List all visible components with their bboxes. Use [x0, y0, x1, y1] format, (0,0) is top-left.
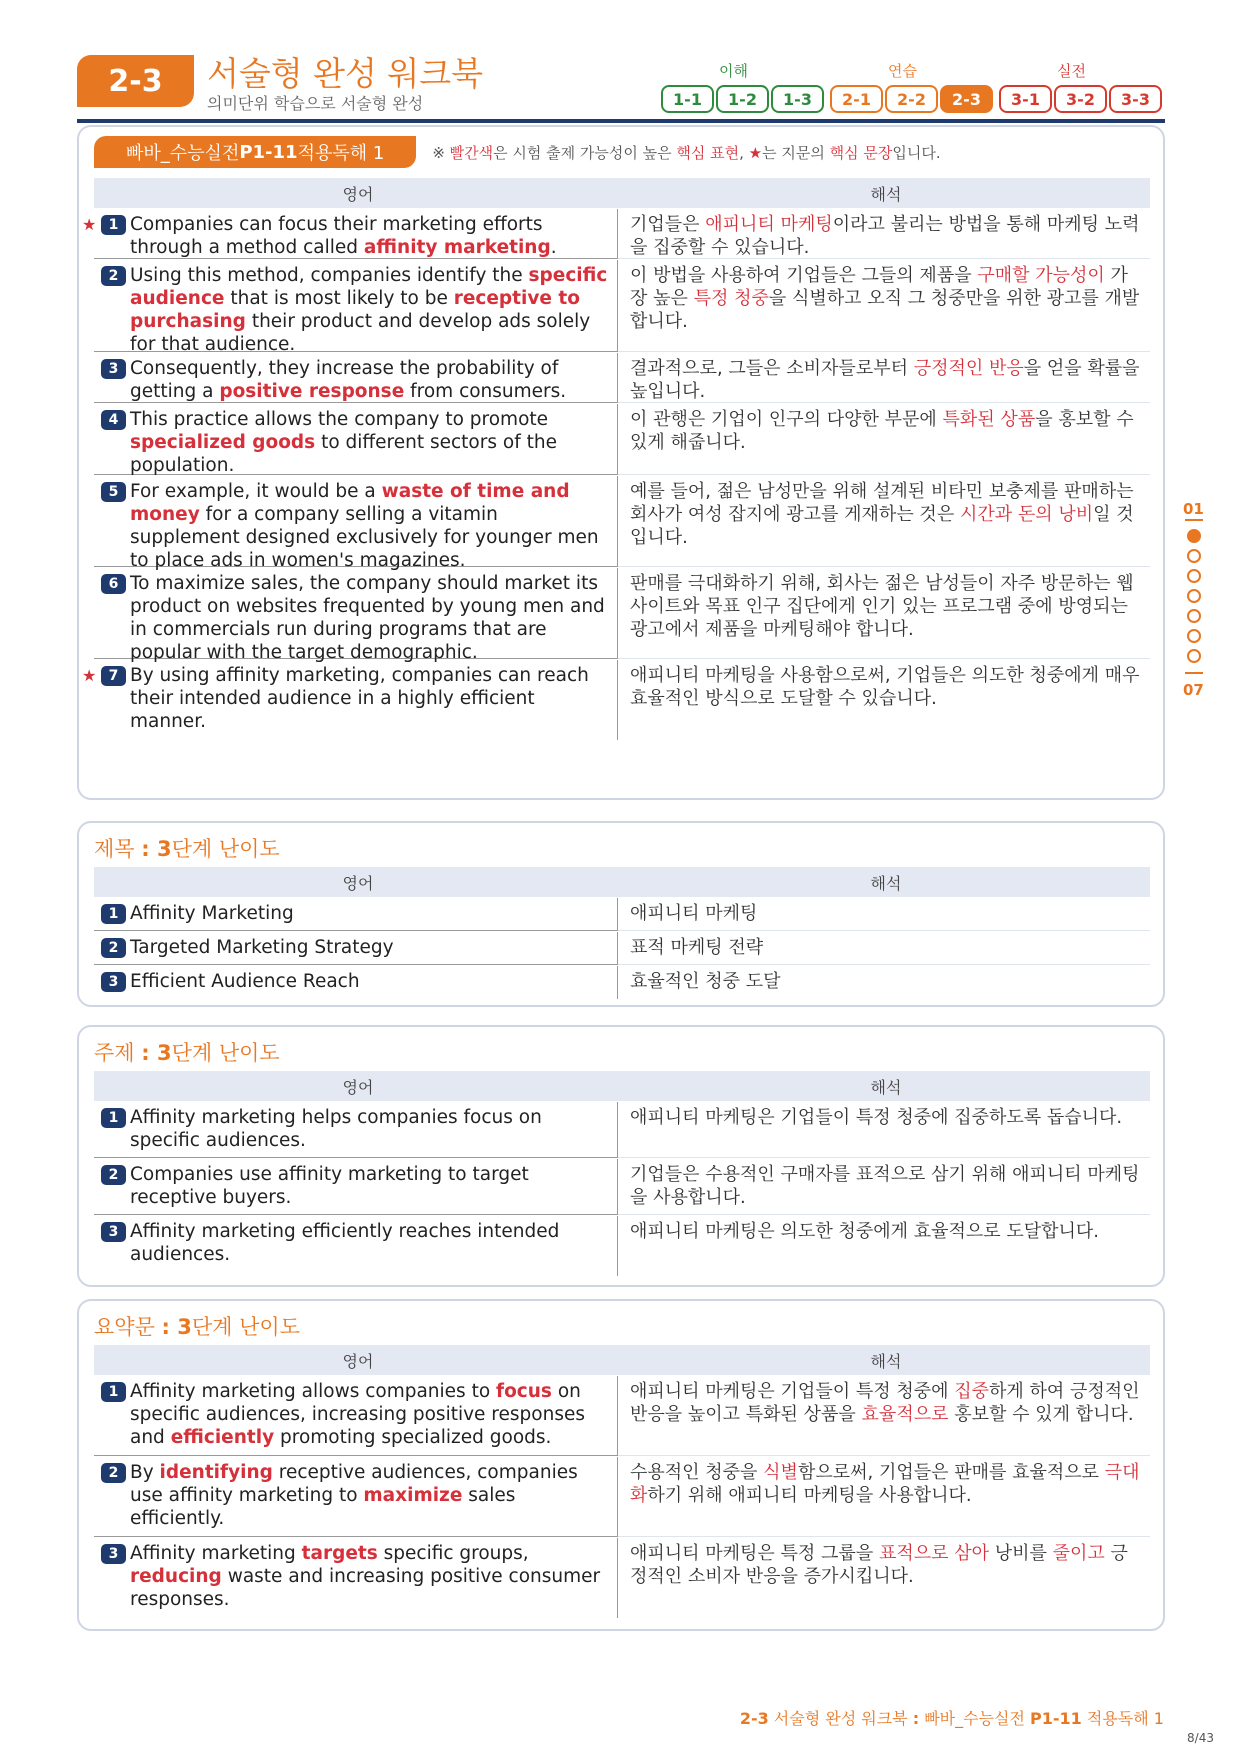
sentence-text: on specific audiences, increasing positive responses and: [130, 1381, 585, 1448]
english-sentence: [94, 1376, 618, 1456]
key-expression-ko: 특정 청중: [693, 288, 769, 309]
sentence-text: Using this method, companies identify the: [130, 265, 529, 286]
korean-translation: [618, 1538, 1150, 1618]
translation-text: 을 홍보할 수 있게 해줍니다.: [630, 409, 1134, 453]
theme-section-heading: [94, 1037, 280, 1067]
key-expression-ko: 애피니티 마케팅: [705, 214, 833, 235]
footer-text: 서술형 완성 워크북: [768, 1709, 913, 1728]
title-row: [94, 932, 1150, 965]
key-expression: identifying: [159, 1462, 273, 1483]
col-translation: 해석: [870, 1351, 902, 1371]
sentence-row: [94, 568, 1150, 663]
sentence-text: promoting specialized goods.: [274, 1427, 552, 1448]
sentence-number: 2: [101, 1165, 126, 1185]
translation-text: 을 얻을 확률을 높입니다.: [630, 358, 1140, 402]
key-sentence-star-icon: ★: [82, 215, 97, 234]
progress-end-label: 07: [1183, 681, 1204, 699]
step-group-practice: [830, 85, 993, 113]
step-group-real: [999, 85, 1162, 113]
footer-colon: :: [912, 1709, 920, 1728]
note-part: ※: [432, 143, 450, 162]
sentence-number: 3: [101, 1222, 126, 1242]
sentence-text: Affinity marketing helps companies focus on specific audiences.: [130, 1107, 542, 1151]
key-expression: positive response: [219, 381, 405, 402]
heading-bold: : 3: [161, 1315, 192, 1339]
theme-section: [77, 1025, 1165, 1287]
sentence-number: 5: [101, 482, 126, 502]
header-divider: [77, 119, 1165, 123]
sentence-number: 2: [101, 938, 126, 958]
sentence-text: Affinity marketing efficiently reaches intended audiences.: [130, 1221, 560, 1265]
key-expression: affinity marketing: [363, 237, 551, 258]
col-translation: 해석: [870, 184, 902, 204]
step-2-3[interactable]: 2-3: [940, 85, 993, 113]
translation-text: 효율적인 청중 도달: [630, 971, 781, 992]
sentence-text: waste and increasing positive consumer responses.: [130, 1566, 601, 1610]
passage-section: [77, 125, 1165, 800]
step-1-3[interactable]: 1-3: [771, 85, 824, 113]
korean-translation: [618, 353, 1150, 403]
key-expression-ko: 표적으로 삼아: [878, 1543, 989, 1564]
sentence-row: [94, 404, 1150, 475]
sentence-row: [94, 353, 1150, 403]
progress-dot[interactable]: [1187, 569, 1201, 583]
korean-translation: [618, 932, 1150, 965]
legend-note: [432, 142, 940, 163]
theme-row: [94, 1159, 1150, 1215]
summary-section: [77, 1299, 1165, 1631]
sentence-text: Companies can focus their marketing efforts through a method called: [130, 214, 543, 258]
footer-code: 2-3: [739, 1709, 769, 1728]
step-1-1[interactable]: 1-1: [661, 85, 714, 113]
sentence-row: [94, 260, 1150, 355]
progress-dot[interactable]: [1187, 629, 1201, 643]
heading-bold: : 3: [141, 1041, 172, 1065]
sentence-text: To maximize sales, the company should market its product on websites frequented by young men and in commercials run during programs that are popular with the target demographic.: [130, 573, 605, 663]
page-subtitle: 의미단위 학습으로 서술형 완성: [207, 94, 424, 113]
sentence-text: Companies use affinity marketing to target receptive buyers.: [130, 1164, 529, 1208]
col-english: 영어: [342, 184, 374, 204]
translation-text: 애피니티 마케팅은 기업들이 특정 청중에: [630, 1381, 955, 1402]
sentence-text: Targeted Marketing Strategy: [130, 937, 394, 958]
sentence-number: 7: [101, 666, 126, 686]
sentence-text: specific groups,: [377, 1543, 529, 1564]
key-expression: receptive to purchasing: [130, 288, 580, 332]
footer-caption: [740, 1706, 1164, 1729]
english-sentence: [94, 404, 618, 475]
sentence-text: their product and develop ads solely for that audience.: [130, 311, 591, 355]
key-expression: focus: [496, 1381, 552, 1402]
col-translation: 해석: [870, 1077, 902, 1097]
english-sentence: [94, 1538, 618, 1618]
english-sentence: [94, 1457, 618, 1537]
heading-suffix: 단계 난이도: [171, 837, 280, 861]
step-3-2[interactable]: 3-2: [1054, 85, 1107, 113]
sentence-number: 1: [101, 215, 126, 235]
translation-text: 애피니티 마케팅은 기업들이 특정 청중에 집중하도록 돕습니다.: [630, 1107, 1123, 1128]
english-sentence: [94, 1102, 618, 1158]
english-sentence: [94, 1216, 618, 1276]
progress-bottom-bar: [1185, 672, 1203, 674]
translation-text: 판매를 극대화하기 위해, 회사는 젊은 남성들이 자주 방문하는 웹사이트와 목표 인구 집단에게 인기 있는 프로그램 중에 방영되는 광고에서 제품을 마케팅해야 합니다.: [630, 573, 1134, 640]
translation-text: 표적 마케팅 전략: [630, 937, 764, 958]
sentence-row: [94, 476, 1150, 571]
korean-translation: [618, 476, 1150, 567]
note-part: 는 지문의: [762, 143, 830, 162]
sentence-text: This practice allows the company to promote: [130, 409, 549, 430]
step-3-3[interactable]: 3-3: [1109, 85, 1162, 113]
sentence-text: Affinity Marketing: [130, 903, 294, 924]
step-1-2[interactable]: 1-2: [716, 85, 769, 113]
theme-row: [94, 1102, 1150, 1158]
sentence-text: receptive audiences, companies use affinity marketing to: [130, 1462, 578, 1506]
passage-badge: [94, 136, 416, 168]
heading-prefix: 제목: [94, 837, 142, 861]
sentence-number: 3: [101, 972, 126, 992]
passage-header: [94, 136, 941, 168]
sentence-text: Efficient Audience Reach: [130, 971, 360, 992]
progress-dot[interactable]: [1187, 589, 1201, 603]
page-number: 8/43: [1187, 1731, 1214, 1745]
translation-text: 일 것입니다.: [630, 504, 1134, 548]
english-sentence: [94, 568, 618, 663]
korean-translation: [618, 660, 1150, 740]
translation-text: 하게 하여 긍정적인 반응을 높이고 특화된 상품을: [630, 1381, 1140, 1425]
page-title: 서술형 완성 워크북: [207, 54, 484, 93]
theme-row: [94, 1216, 1150, 1276]
col-translation: 해석: [870, 873, 902, 893]
translation-text: 애피니티 마케팅은 의도한 청중에게 효율적으로 도달합니다.: [630, 1221, 1100, 1242]
english-sentence: [94, 353, 618, 403]
english-sentence: [94, 476, 618, 571]
korean-translation: [618, 1159, 1150, 1215]
progress-top-bar: [1185, 519, 1203, 521]
group-label-practice: 연습: [888, 62, 917, 80]
translation-text: 기업들은: [630, 214, 706, 235]
note-key-sentence: 핵심 문장: [829, 143, 893, 162]
progress-dot-current[interactable]: [1187, 529, 1201, 543]
key-expression-ko: 효율적으로: [861, 1404, 949, 1425]
summary-row: [94, 1538, 1150, 1618]
step-2-2[interactable]: 2-2: [885, 85, 938, 113]
translation-text: 이라고 불리는 방법을 통해 마케팅 노력을 집중할 수 있습니다.: [630, 214, 1140, 258]
lesson-badge: 2-3: [77, 55, 194, 107]
heading-prefix: 주제: [94, 1041, 142, 1065]
key-sentence-star-icon: ★: [82, 666, 97, 685]
key-expression: targets: [301, 1543, 378, 1564]
sentence-number: 1: [101, 1382, 126, 1402]
korean-translation: [618, 1457, 1150, 1537]
group-label-real: 실전: [1057, 62, 1086, 80]
sentence-number: 2: [101, 266, 126, 286]
passage-badge-bold: P1-11: [239, 141, 298, 163]
translation-text: 하기 위해 애피니티 마케팅을 사용합니다.: [647, 1485, 972, 1506]
sentence-text: Consequently, they increase the probability of getting a: [130, 358, 559, 402]
sentence-text: Affinity marketing allows companies to: [130, 1381, 497, 1402]
korean-translation: [618, 966, 1150, 999]
translation-text: 홍보할 수 있게 합니다.: [948, 1404, 1134, 1425]
title-row: [94, 898, 1150, 931]
translation-text: 낭비를: [989, 1543, 1053, 1564]
note-part: 은 시험 출제 가능성이 높은: [493, 143, 677, 162]
key-expression-ko: 집중: [954, 1381, 989, 1402]
sentence-text: By using affinity marketing, companies can reach their intended audience in a highly efficient manner.: [130, 665, 589, 732]
key-expression: efficiently: [170, 1427, 275, 1448]
sentence-number: 3: [101, 1544, 126, 1564]
sentence-text: for a company selling a vitamin supplement designed exclusively for younger men to place ads in women's magazines.: [130, 504, 599, 571]
translation-text: 예를 들어, 젊은 남성만을 위해 설계된 비타민 보충제를 판매하는 회사가 여성 잡지에 광고를 게재하는 것은: [630, 481, 1134, 525]
note-key-expression: 핵심 표현: [676, 143, 740, 162]
heading-prefix: 요약문: [94, 1315, 162, 1339]
translation-text: 애피니티 마케팅: [630, 903, 758, 924]
translation-text: 기업들은 수용적인 구매자를 표적으로 삼기 위해 애피니티 마케팅을 사용합니다.: [630, 1164, 1140, 1208]
translation-text: 결과적으로, 그들은 소비자들로부터: [630, 358, 914, 379]
note-red-word: 빨간색: [449, 143, 494, 162]
english-sentence: [94, 966, 618, 999]
footer-source-suffix: 적용독해 1: [1081, 1709, 1164, 1728]
sentence-row: [82, 209, 1150, 259]
heading-suffix: 단계 난이도: [191, 1315, 300, 1339]
korean-translation: [618, 898, 1150, 931]
progress-start-label: 01: [1183, 500, 1204, 518]
korean-translation: [618, 568, 1150, 659]
key-expression: reducing: [130, 1566, 222, 1587]
heading-bold: : 3: [141, 837, 172, 861]
translation-text: 애피니티 마케팅을 사용함으로써, 기업들은 의도한 청중에게 매우 효율적인 방식으로 도달할 수 있습니다.: [630, 665, 1140, 709]
sentence-number: 6: [101, 574, 126, 594]
english-sentence: [94, 260, 618, 355]
sentence-number: 1: [101, 904, 126, 924]
col-english: 영어: [342, 1077, 374, 1097]
passage-badge-prefix: 빠바_수능실전: [126, 143, 240, 164]
korean-translation: [618, 1376, 1150, 1456]
step-group-understand: [661, 85, 824, 113]
footer-source-bold: P1-11: [1030, 1709, 1082, 1728]
sentence-text: Affinity marketing: [130, 1543, 302, 1564]
sentence-text: to different sectors of the population.: [130, 432, 557, 476]
progress-dot[interactable]: [1187, 549, 1201, 563]
english-sentence: [82, 209, 618, 259]
key-expression-ko: 식별: [763, 1462, 798, 1483]
step-3-1[interactable]: 3-1: [999, 85, 1052, 113]
key-expression-ko: 줄이고: [1052, 1543, 1105, 1564]
key-expression-ko: 극대화: [630, 1462, 1140, 1506]
heading-suffix: 단계 난이도: [171, 1041, 280, 1065]
summary-table-header: [94, 1345, 1150, 1375]
translation-text: 가장 높은: [630, 265, 1128, 309]
korean-translation: [618, 404, 1150, 475]
key-expression: waste of time and money: [130, 481, 570, 525]
title-row: [94, 966, 1150, 999]
note-star-icon: ★: [748, 143, 763, 162]
key-expression-ko: 특화된 상품: [942, 409, 1036, 430]
title-section: [77, 821, 1165, 1007]
key-expression: specific audience: [130, 265, 608, 309]
theme-table-header: [94, 1071, 1150, 1101]
sentence-text: By: [130, 1462, 160, 1483]
sentence-number: 4: [101, 410, 126, 430]
korean-translation: [618, 209, 1150, 259]
sentence-row: [82, 660, 1150, 740]
col-english: 영어: [342, 1351, 374, 1371]
english-sentence: [94, 932, 618, 965]
korean-translation: [618, 260, 1150, 352]
step-2-1[interactable]: 2-1: [830, 85, 883, 113]
footer-source: 빠바_수능실전: [919, 1709, 1031, 1728]
title-table-header: [94, 867, 1150, 897]
progress-dot[interactable]: [1187, 609, 1201, 623]
col-english: 영어: [342, 873, 374, 893]
title-section-heading: [94, 833, 280, 863]
note-part: 입니다.: [892, 143, 941, 162]
sentence-text: sales efficiently.: [130, 1485, 516, 1529]
sentence-number: 2: [101, 1463, 126, 1483]
sentence-text: .: [550, 237, 557, 258]
english-sentence: [94, 1159, 618, 1215]
note-part: ,: [739, 143, 749, 162]
korean-translation: [618, 1102, 1150, 1158]
sentence-text: from consumers.: [404, 381, 567, 402]
translation-text: 애피니티 마케팅은 특정 그룹을: [630, 1543, 879, 1564]
translation-text: 이 관행은 기업이 인구의 다양한 부문에: [630, 409, 943, 430]
key-expression-ko: 구매할 가능성이: [977, 265, 1105, 286]
sentence-text: For example, it would be a: [130, 481, 382, 502]
key-expression: maximize: [363, 1485, 463, 1506]
english-sentence: [94, 898, 618, 931]
key-expression-ko: 시간과 돈의 낭비: [959, 504, 1094, 525]
translation-text: 함으로써, 기업들은 판매를 효율적으로: [797, 1462, 1105, 1483]
sentence-number: 3: [101, 359, 126, 379]
group-label-understand: 이해: [719, 62, 748, 80]
translation-text: 이 방법을 사용하여 기업들은 그들의 제품을: [630, 265, 978, 286]
summary-section-heading: [94, 1311, 300, 1341]
passage-table-header: [94, 178, 1150, 208]
korean-translation: [618, 1216, 1150, 1276]
summary-row: [94, 1457, 1150, 1537]
progress-dot[interactable]: [1187, 649, 1201, 663]
passage-badge-suffix: 적용독해 1: [297, 143, 385, 164]
translation-text: 수용적인 청중을: [630, 1462, 764, 1483]
summary-row: [94, 1376, 1150, 1456]
sentence-text: that is most likely to be: [224, 288, 454, 309]
translation-text: 을 식별하고 오직 그 청중만을 위한 광고를 개발합니다.: [630, 288, 1140, 332]
english-sentence: [82, 660, 618, 740]
key-expression-ko: 긍정적인 반응: [913, 358, 1024, 379]
key-expression: specialized goods: [130, 432, 316, 453]
sentence-number: 1: [101, 1108, 126, 1128]
translation-text: 긍정적인 소비자 반응을 증가시킵니다.: [630, 1543, 1128, 1587]
